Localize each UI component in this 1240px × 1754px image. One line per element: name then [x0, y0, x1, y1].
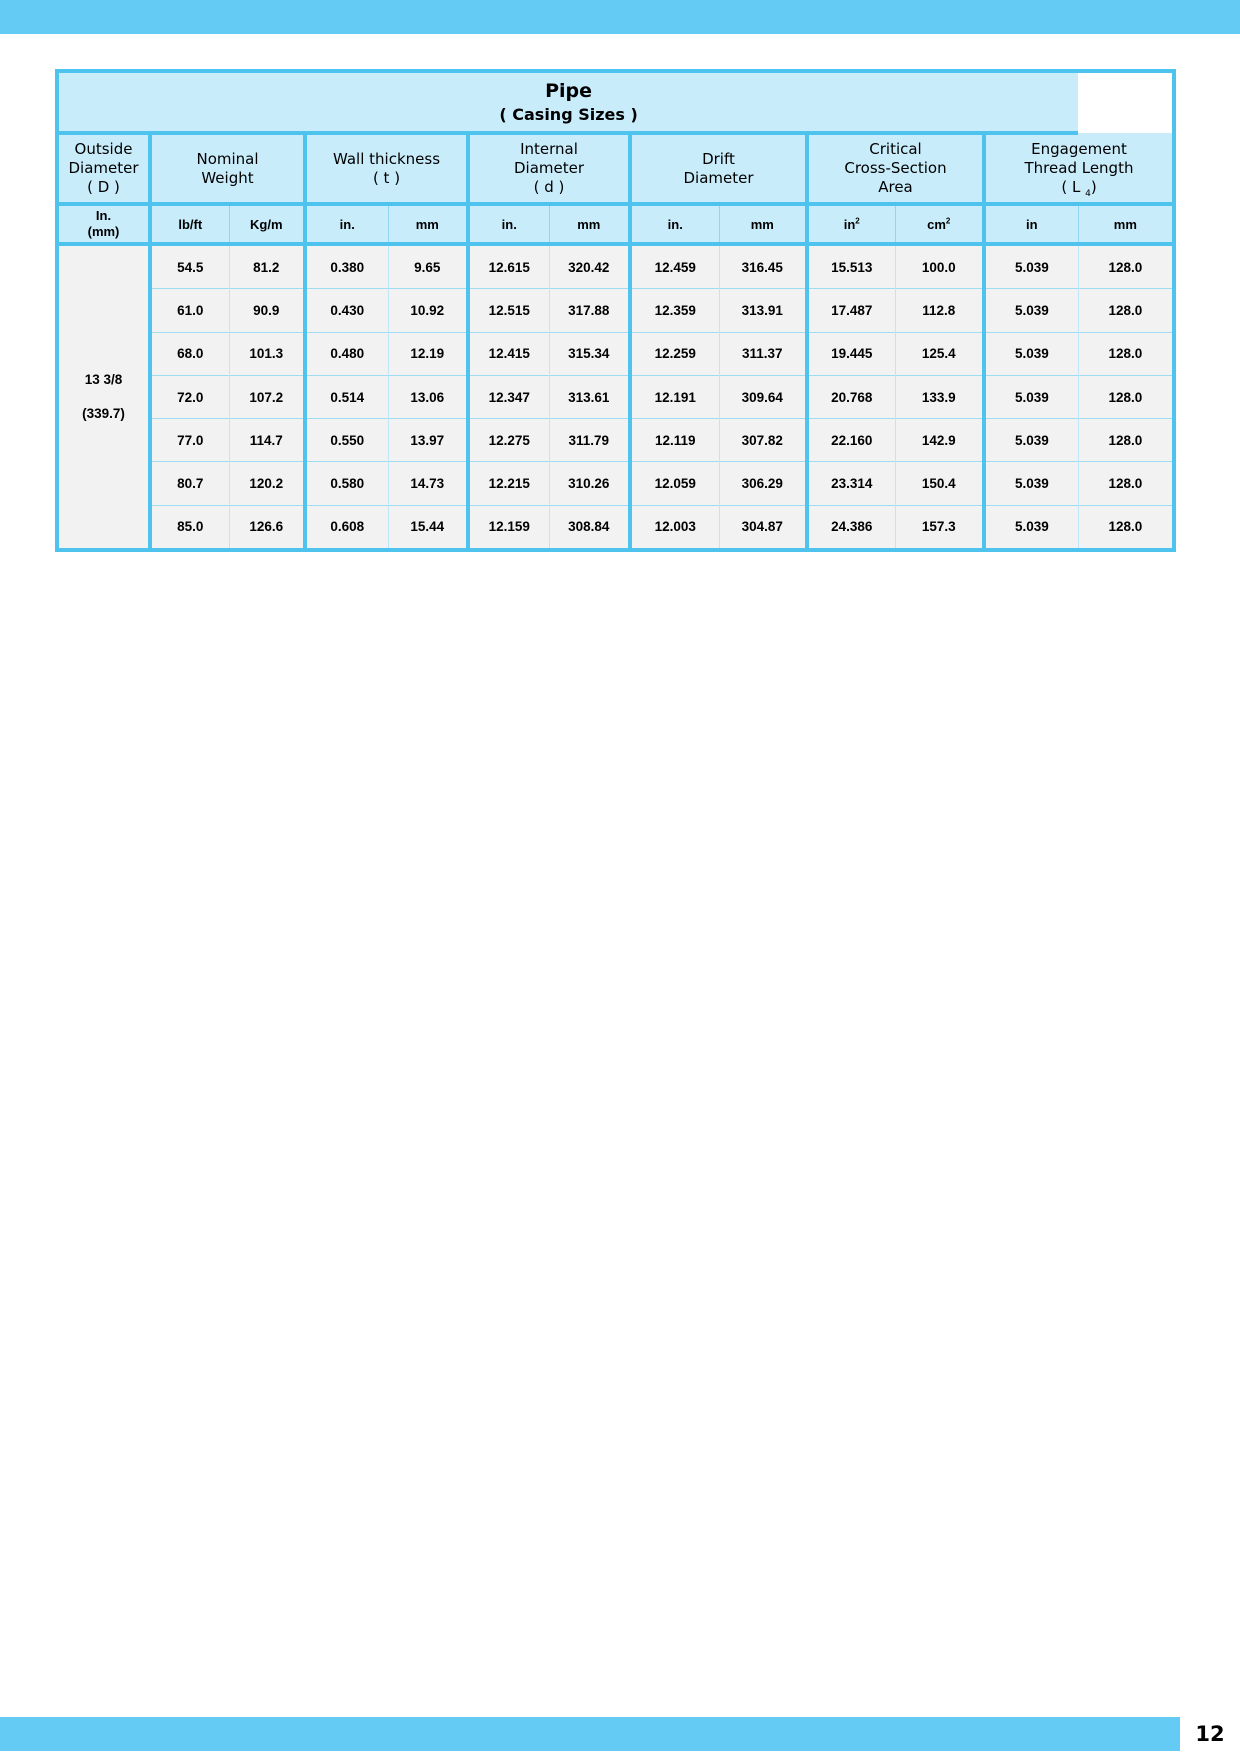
cell-weight-kgm: 81.2: [229, 244, 305, 289]
cell-area-in2: 23.314: [807, 462, 895, 505]
cell-area-cm2: 133.9: [895, 375, 984, 418]
header-internal-diameter: Internal Diameter ( d ): [468, 133, 630, 204]
cell-thread-mm: 128.0: [1078, 375, 1174, 418]
cell-thread-in: 5.039: [984, 289, 1078, 332]
unit-area-metric: $cm^2$: [895, 204, 984, 244]
cell-area-cm2: 112.8: [895, 289, 984, 332]
unit-weight-imperial: lb/ft: [150, 204, 229, 244]
cell-thread-mm: 128.0: [1078, 462, 1174, 505]
cell-thread-mm: 128.0: [1078, 332, 1174, 375]
outside-diameter-metric: (339.7): [82, 406, 125, 422]
unit-wall-metric: mm: [388, 204, 468, 244]
cell-weight-lbft: 54.5: [150, 244, 229, 289]
cell-wall-mm: 13.97: [388, 419, 468, 462]
cell-drift-in: 12.119: [630, 419, 719, 462]
table-body: [57, 244, 1174, 550]
table-row: [57, 505, 1174, 550]
cell-area-in2: 19.445: [807, 332, 895, 375]
unit-thread-metric: mm: [1078, 204, 1174, 244]
outside-diameter-imperial: 13 3/8: [84, 372, 123, 388]
outside-diameter-cell: [57, 244, 150, 550]
cell-drift-mm: 306.29: [719, 462, 807, 505]
cell-weight-kgm: 120.2: [229, 462, 305, 505]
cell-weight-lbft: 72.0: [150, 375, 229, 418]
cell-wall-in: 0.480: [305, 332, 388, 375]
cell-drift-in: 12.191: [630, 375, 719, 418]
header-thread-length: Engagement Thread Length ( L $_4$): [984, 133, 1174, 204]
cell-weight-lbft: 61.0: [150, 289, 229, 332]
cell-weight-kgm: 90.9: [229, 289, 305, 332]
cell-wall-mm: 12.19: [388, 332, 468, 375]
cell-id-in: 12.515: [468, 289, 549, 332]
table-row: [57, 332, 1174, 375]
cell-id-mm: 308.84: [549, 505, 630, 550]
cell-drift-mm: 311.37: [719, 332, 807, 375]
table-row: [57, 289, 1174, 332]
units-row: [57, 204, 1174, 244]
cell-area-in2: 17.487: [807, 289, 895, 332]
cell-weight-lbft: 85.0: [150, 505, 229, 550]
page-number: 12: [1195, 1722, 1225, 1746]
cell-wall-mm: 14.73: [388, 462, 468, 505]
cell-id-mm: 310.26: [549, 462, 630, 505]
cell-wall-in: 0.514: [305, 375, 388, 418]
cell-weight-lbft: 80.7: [150, 462, 229, 505]
column-header-row: [57, 133, 1174, 204]
cell-thread-in: 5.039: [984, 462, 1078, 505]
cell-drift-mm: 313.91: [719, 289, 807, 332]
cell-wall-in: 0.430: [305, 289, 388, 332]
cell-weight-kgm: 126.6: [229, 505, 305, 550]
top-color-band: [0, 0, 1240, 34]
cell-id-in: 12.275: [468, 419, 549, 462]
cell-wall-mm: 9.65: [388, 244, 468, 289]
cell-thread-in: 5.039: [984, 419, 1078, 462]
cell-wall-in: 0.608: [305, 505, 388, 550]
cell-thread-mm: 128.0: [1078, 244, 1174, 289]
cell-id-in: 12.415: [468, 332, 549, 375]
unit-weight-metric: Kg/m: [229, 204, 305, 244]
unit-thread-imperial: in: [984, 204, 1078, 244]
cell-drift-in: 12.003: [630, 505, 719, 550]
table-title-cell: [57, 71, 1078, 133]
cell-weight-kgm: 107.2: [229, 375, 305, 418]
unit-drift-imperial: in.: [630, 204, 719, 244]
cell-area-cm2: 142.9: [895, 419, 984, 462]
cell-weight-lbft: 68.0: [150, 332, 229, 375]
cell-id-in: 12.159: [468, 505, 549, 550]
cell-id-mm: 313.61: [549, 375, 630, 418]
cell-wall-mm: 15.44: [388, 505, 468, 550]
table-subtitle: ( Casing Sizes ): [499, 105, 638, 124]
cell-weight-lbft: 77.0: [150, 419, 229, 462]
unit-outside-diameter: In. (mm): [57, 204, 150, 244]
cell-weight-kgm: 114.7: [229, 419, 305, 462]
header-drift-diameter: Drift Diameter: [630, 133, 807, 204]
cell-drift-in: 12.259: [630, 332, 719, 375]
unit-wall-imperial: in.: [305, 204, 388, 244]
table-row: [57, 462, 1174, 505]
cell-id-mm: 317.88: [549, 289, 630, 332]
unit-id-imperial: in.: [468, 204, 549, 244]
cell-area-cm2: 125.4: [895, 332, 984, 375]
cell-area-in2: 22.160: [807, 419, 895, 462]
cell-drift-mm: 309.64: [719, 375, 807, 418]
casing-spec-table: [55, 69, 1176, 552]
header-critical-area: Critical Cross-Section Area: [807, 133, 984, 204]
cell-wall-mm: 10.92: [388, 289, 468, 332]
cell-area-in2: 24.386: [807, 505, 895, 550]
cell-drift-in: 12.459: [630, 244, 719, 289]
cell-wall-mm: 13.06: [388, 375, 468, 418]
cell-thread-in: 5.039: [984, 375, 1078, 418]
cell-id-in: 12.615: [468, 244, 549, 289]
cell-id-in: 12.347: [468, 375, 549, 418]
table-title: Pipe: [545, 80, 593, 102]
table-row: [57, 419, 1174, 462]
table-row: [57, 244, 1174, 289]
unit-id-metric: mm: [549, 204, 630, 244]
cell-thread-mm: 128.0: [1078, 419, 1174, 462]
cell-id-mm: 311.79: [549, 419, 630, 462]
cell-thread-in: 5.039: [984, 332, 1078, 375]
cell-area-in2: 20.768: [807, 375, 895, 418]
header-outside-diameter: Outside Diameter ( D ): [57, 133, 150, 204]
cell-drift-in: 12.359: [630, 289, 719, 332]
cell-thread-in: 5.039: [984, 244, 1078, 289]
cell-id-in: 12.215: [468, 462, 549, 505]
table-row: [57, 375, 1174, 418]
unit-drift-metric: mm: [719, 204, 807, 244]
cell-thread-in: 5.039: [984, 505, 1078, 550]
cell-area-in2: 15.513: [807, 244, 895, 289]
header-nominal-weight: Nominal Weight: [150, 133, 305, 204]
cell-area-cm2: 100.0: [895, 244, 984, 289]
cell-wall-in: 0.550: [305, 419, 388, 462]
unit-area-imperial: $in^2$: [807, 204, 895, 244]
cell-area-cm2: 150.4: [895, 462, 984, 505]
cell-id-mm: 320.42: [549, 244, 630, 289]
cell-thread-mm: 128.0: [1078, 505, 1174, 550]
cell-drift-mm: 316.45: [719, 244, 807, 289]
cell-wall-in: 0.580: [305, 462, 388, 505]
cell-thread-mm: 128.0: [1078, 289, 1174, 332]
cell-id-mm: 315.34: [549, 332, 630, 375]
cell-area-cm2: 157.3: [895, 505, 984, 550]
cell-drift-mm: 307.82: [719, 419, 807, 462]
bottom-color-band: [0, 1717, 1180, 1751]
cell-wall-in: 0.380: [305, 244, 388, 289]
cell-drift-in: 12.059: [630, 462, 719, 505]
cell-weight-kgm: 101.3: [229, 332, 305, 375]
header-wall-thickness: Wall thickness ( t ): [305, 133, 468, 204]
cell-drift-mm: 304.87: [719, 505, 807, 550]
